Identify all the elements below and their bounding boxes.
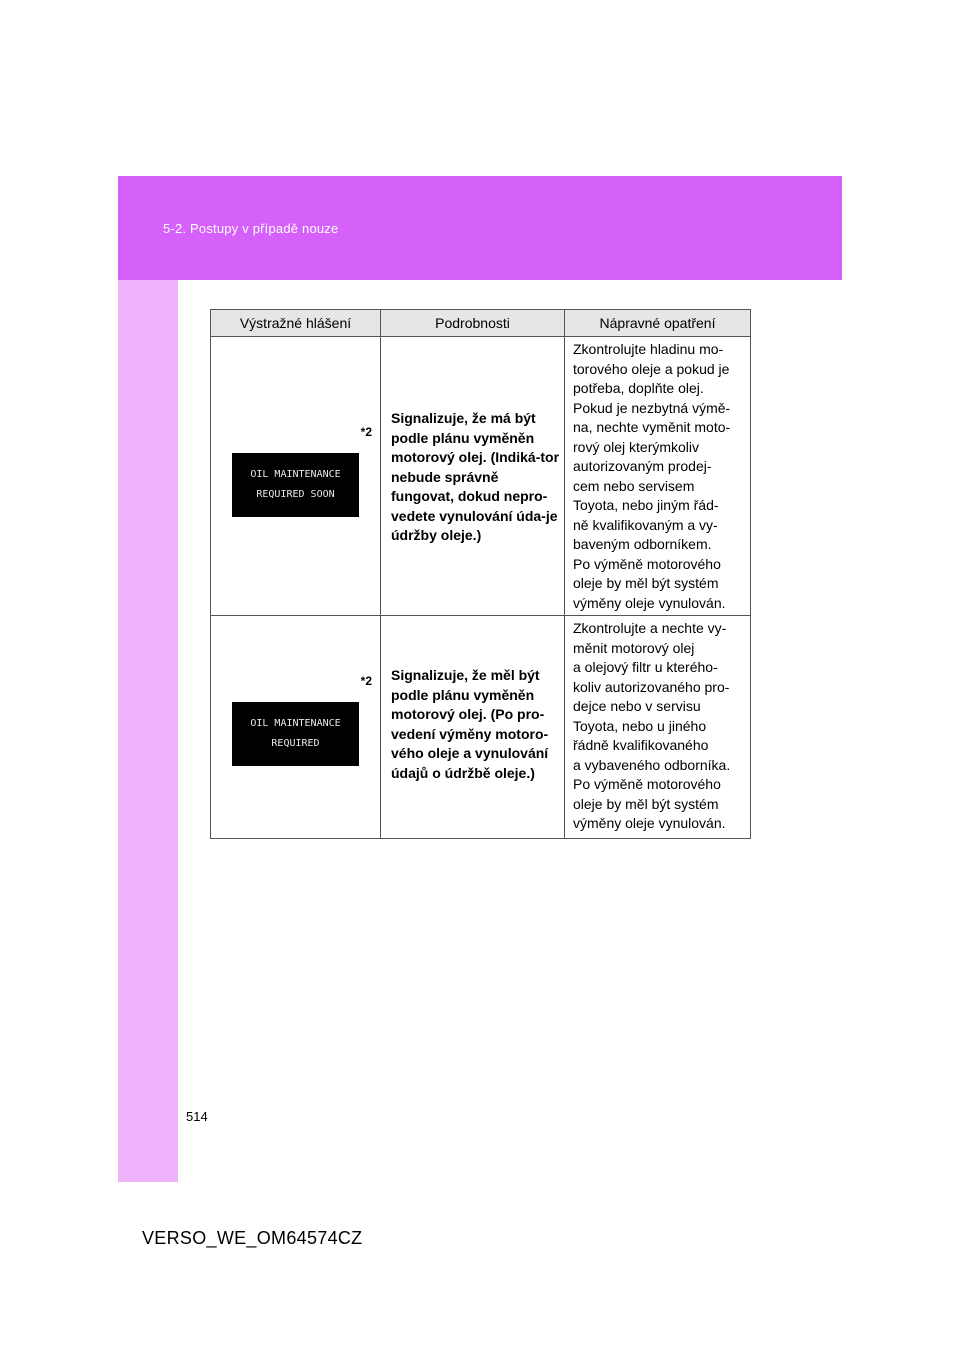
- action-line: a vybaveného odborníka.: [573, 756, 731, 773]
- oil-maintenance-display: [232, 702, 359, 766]
- action-line: oleje by měl být systém: [573, 795, 719, 812]
- action-line: ně kvalifikovaným a vy-: [573, 516, 718, 533]
- action-line: výměny oleje vynulován.: [573, 594, 726, 611]
- message-cell: [211, 616, 381, 839]
- action-cell: [565, 337, 751, 616]
- details-text: Signalizuje, že má být podle plánu vyměněn motorový olej. (Indiká-tor nebude správně fungovat, dokud nepro-vedete vynulování úda-je údržby oleje.): [391, 410, 560, 543]
- action-line: dejce nebo v servisu: [573, 698, 701, 714]
- action-line: Pokud je nezbytná výmě-: [573, 399, 731, 416]
- action-line: Po výměně motorového: [573, 555, 721, 572]
- column-header-action: Nápravné opatření: [565, 310, 751, 337]
- action-line: rový olej kterýmkoliv: [573, 438, 700, 455]
- action-text: [565, 616, 750, 834]
- action-line: koliv autorizovaného pro-: [573, 678, 730, 695]
- footnote-mark: *2: [360, 674, 372, 688]
- document-code: VERSO_WE_OM64574CZ: [142, 1228, 363, 1248]
- action-line: Toyota, nebo jiným řád-: [573, 497, 719, 513]
- display-line: REQUIRED SOON: [256, 489, 335, 500]
- action-line: torového oleje a pokud je: [573, 360, 730, 377]
- action-line: na, nechte vyměnit moto-: [573, 419, 731, 435]
- action-line: oleje by měl být systém: [573, 575, 719, 591]
- page-number: 514: [186, 1109, 208, 1124]
- details-cell: [381, 616, 565, 839]
- side-margin-strip: [118, 280, 178, 1182]
- action-line: měnit motorový olej: [573, 639, 695, 656]
- details-cell: [381, 337, 565, 616]
- action-line: Zkontrolujte a nechte vy-: [573, 620, 727, 636]
- display-line: REQUIRED: [271, 738, 320, 749]
- details-text: Signalizuje, že měl být podle plánu vyměněn motorový olej. (Po pro-vedení výměny motoro-vého oleje a vynulování údajů o údržbě oleje.): [391, 667, 549, 781]
- table-row: [211, 337, 751, 616]
- action-text: [565, 337, 750, 613]
- column-header-message: Výstražné hlášení: [211, 310, 381, 337]
- action-line: baveným odborníkem.: [573, 536, 712, 552]
- action-line: Toyota, nebo u jiného: [573, 717, 707, 734]
- message-cell: [211, 337, 381, 616]
- warning-messages-table: [210, 309, 751, 839]
- table-row: [211, 616, 751, 839]
- action-line: cem nebo servisem: [573, 477, 695, 494]
- display-line: OIL MAINTENANCE: [250, 469, 341, 480]
- action-line: Po výměně motorového: [573, 776, 721, 792]
- action-line: Zkontrolujte hladinu mo-: [573, 341, 724, 357]
- action-line: řádně kvalifikovaného: [573, 737, 709, 753]
- action-line: výměny oleje vynulován.: [573, 815, 726, 831]
- oil-maintenance-display: [232, 453, 359, 517]
- action-line: autorizovaným prodej-: [573, 458, 712, 474]
- footnote-mark: *2: [360, 425, 372, 439]
- column-header-details: Podrobnosti: [381, 310, 565, 337]
- table-header-row: [211, 310, 751, 337]
- action-line: potřeba, doplňte olej.: [573, 380, 704, 396]
- display-line: OIL MAINTENANCE: [250, 718, 341, 729]
- action-line: a olejový filtr u kterého-: [573, 659, 718, 675]
- section-title: 5-2. Postupy v případě nouze: [163, 221, 339, 236]
- action-cell: [565, 616, 751, 839]
